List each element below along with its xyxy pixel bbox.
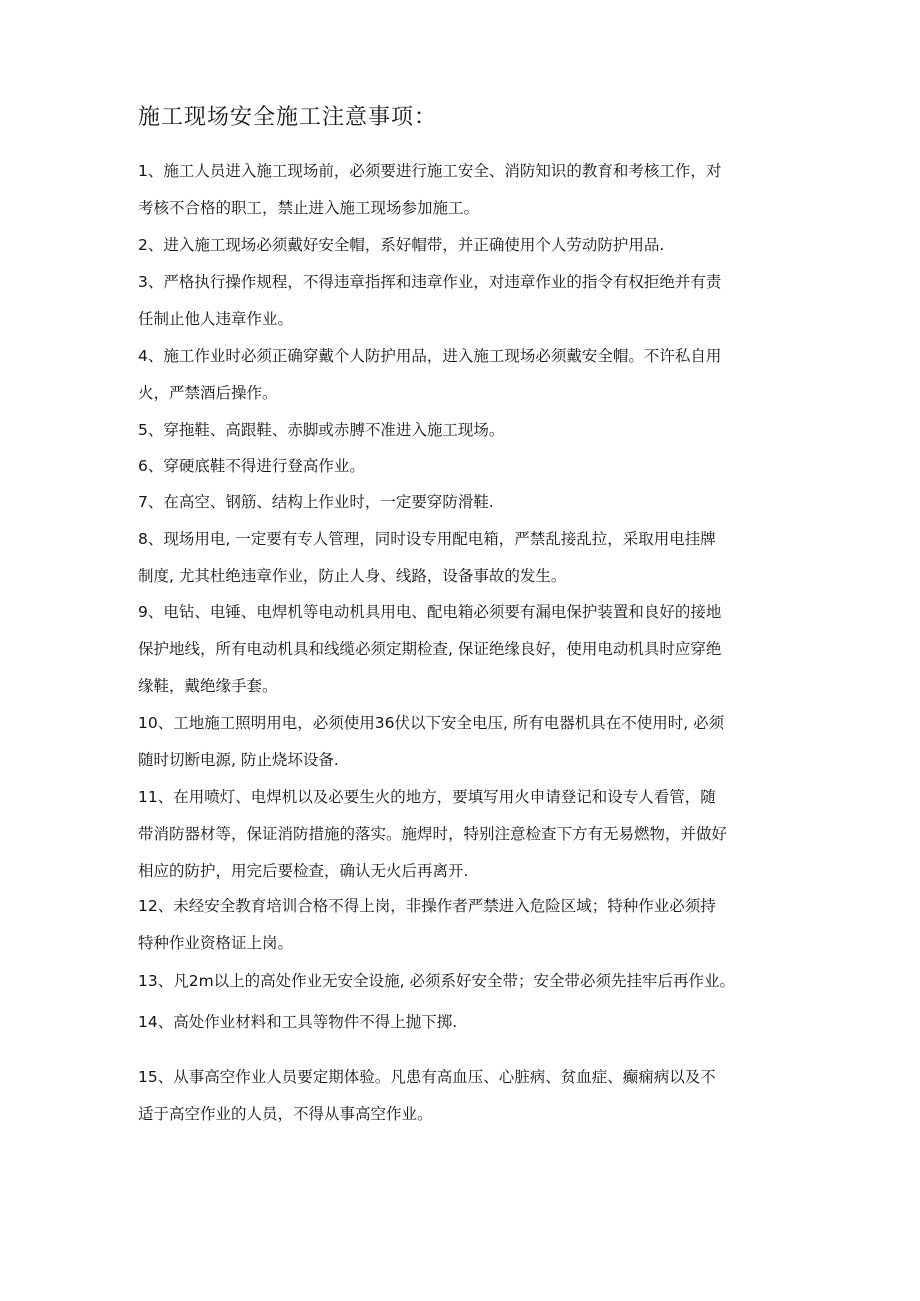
- rule-item-line: 13、凡2m以上的高处作业无安全设施, 必须系好安全带；安全带必须先挂牢后再作业。: [138, 972, 736, 990]
- rule-item-line: 火，严禁酒后操作。: [138, 384, 278, 402]
- rule-item-line: 8、现场用电, 一定要有专人管理，同时设专用配电箱，严禁乱接乱拉，采取用电挂牌: [138, 530, 716, 548]
- rule-item-line: 14、高处作业材料和工具等物件不得上抛下掷.: [138, 1013, 458, 1031]
- rule-item-line: 相应的防护，用完后要检查，确认无火后再离开.: [138, 862, 469, 880]
- rule-item-15: [138, 1059, 788, 1133]
- rule-item-line: 5、穿拖鞋、高跟鞋、赤脚或赤膊不准进入施工现场。: [138, 421, 505, 439]
- rule-item-line: 随时切断电源, 防止烧坏设备.: [138, 751, 339, 769]
- rule-item-line: 6、穿硬底鞋不得进行登高作业。: [138, 457, 365, 475]
- rule-item-line: 带消防器材等，保证消防措施的落实。施焊时，特别注意检查下方有无易燃物，并做好: [138, 825, 728, 843]
- rule-item-5: [138, 412, 788, 449]
- rule-item-line: 9、电钻、电锤、电焊机等电动机具用电、配电箱必须要有漏电保护装置和良好的接地: [138, 603, 722, 621]
- rule-item-line: 1、施工人员进入施工现场前，必须要进行施工安全、消防知识的教育和考核工作，对: [138, 162, 722, 180]
- rule-item-7: [138, 484, 788, 521]
- rule-item-line: 特种作业资格证上岗。: [138, 934, 294, 952]
- rule-item-2: [138, 227, 788, 264]
- rule-item-line: 缘鞋，戴绝缘手套。: [138, 677, 278, 695]
- rule-item-8: [138, 521, 788, 595]
- rule-item-10: [138, 705, 788, 779]
- rule-item-line: 3、严格执行操作规程，不得违章指挥和违章作业，对违章作业的指令有权拒绝并有责: [138, 273, 722, 291]
- rule-item-line: 7、在高空、钢筋、结构上作业时，一定要穿防滑鞋.: [138, 493, 494, 511]
- rule-item-12: [138, 888, 788, 962]
- rule-item-line: 制度, 尤其杜绝违章作业，防止人身、线路，设备事故的发生。: [138, 567, 567, 585]
- rule-item-3: [138, 264, 788, 338]
- rule-item-6: [138, 448, 788, 485]
- rule-item-line: 4、施工作业时必须正确穿戴个人防护用品，进入施工现场必须戴安全帽。不许私自用: [138, 347, 722, 365]
- document-title: 施工现场安全施工注意事项：: [138, 105, 438, 130]
- rule-item-9: [138, 594, 788, 705]
- rule-item-14: [138, 1004, 788, 1041]
- rule-item-line: 10、工地施工照明用电，必须使用36伏以下安全电压, 所有电器机具在不使用时, 必须: [138, 714, 725, 732]
- rule-item-line: 考核不合格的职工，禁止进入施工现场参加施工。: [138, 199, 480, 217]
- rule-item-4: [138, 338, 788, 412]
- rule-item-line: 保护地线，所有电动机具和线缆必须定期检查, 保证绝缘良好，使用电动机具时应穿绝: [138, 640, 722, 658]
- rule-item-line: 11、在用喷灯、电焊机以及必要生火的地方，要填写用火申请登记和设专人看管，随: [138, 788, 716, 806]
- rule-item-line: 12、未经安全教育培训合格不得上岗，非操作者严禁进入危险区域；特种作业必须持: [138, 897, 716, 915]
- rule-item-1: [138, 153, 788, 227]
- rule-item-line: 2、进入施工现场必须戴好安全帽，系好帽带，并正确使用个人劳动防护用品.: [138, 236, 665, 254]
- rule-item-line: 适于高空作业的人员，不得从事高空作业。: [138, 1105, 433, 1123]
- rule-item-11: [138, 779, 788, 890]
- rule-item-line: 任制止他人违章作业。: [138, 310, 294, 328]
- rule-item-13: [138, 963, 788, 1000]
- rule-item-line: 15、从事高空作业人员要定期体验。凡患有高血压、心脏病、贫血症、癫痫病以及不: [138, 1068, 716, 1086]
